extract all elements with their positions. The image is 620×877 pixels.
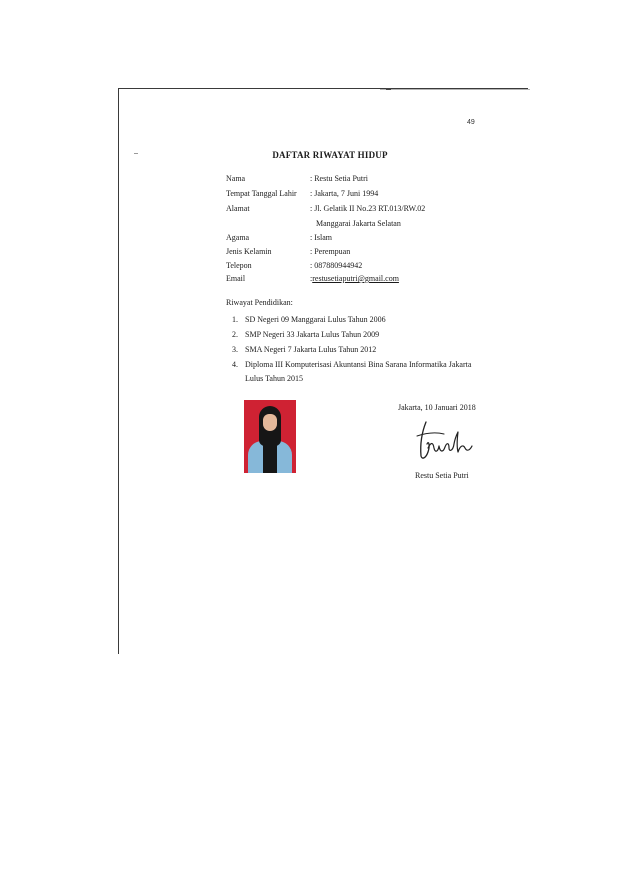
field-label: Telepon (226, 261, 252, 270)
profile-photo (244, 400, 296, 473)
email-link[interactable]: restusetiaputri@gmail.com (312, 274, 399, 283)
field-label: Agama (226, 233, 250, 242)
field-value: : Jakarta, 7 Juni 1994 (310, 189, 379, 198)
field-value: : (310, 274, 313, 283)
education-item (232, 345, 376, 355)
education-item-number: 2. (232, 330, 238, 339)
field-label: Nama (226, 174, 246, 183)
document-title: DAFTAR RIWAYAT HIDUP (272, 150, 388, 160)
education-item-text: SMP Negeri 33 Jakarta Lulus Tahun 2009 (245, 330, 380, 339)
signer-name: Restu Setia Putri (415, 471, 469, 480)
education-item-number: 3. (232, 345, 238, 354)
field-value: : Perempuan (310, 247, 351, 256)
scan-edge-left (118, 88, 119, 654)
page-number: 49 (467, 119, 475, 126)
field-value: : 087880944942 (310, 261, 363, 270)
field-religion (226, 233, 332, 243)
scan-edge-top-fade (380, 89, 530, 90)
education-item-text: Diploma III Komputerisasi Akuntansi Bina Sarana Informatika Jakarta (245, 360, 472, 369)
scan-speck (386, 88, 391, 90)
field-gender (226, 247, 350, 257)
education-item-number: 1. (232, 315, 238, 324)
field-birth (226, 189, 378, 199)
photo-face (263, 414, 277, 431)
field-label: Alamat (226, 204, 250, 213)
field-label: Tempat Tanggal Lahir (226, 189, 297, 198)
field-address-continued: Manggarai Jakarta Selatan (316, 219, 401, 228)
education-item (232, 330, 379, 340)
field-address (226, 204, 425, 214)
education-item-text: SMA Negeri 7 Jakarta Lulus Tahun 2012 (245, 345, 377, 354)
education-heading: Riwayat Pendidikan: (226, 298, 293, 307)
field-label: Email (226, 274, 246, 283)
education-item-number: 4. (232, 360, 238, 369)
field-value: : Islam (310, 233, 332, 242)
handwritten-signature (412, 418, 476, 462)
education-item-continued: Lulus Tahun 2015 (245, 374, 303, 383)
education-item (232, 360, 471, 370)
signature-place-date: Jakarta, 10 Januari 2018 (398, 403, 476, 412)
field-phone (226, 261, 362, 271)
field-value: : Restu Setia Putri (310, 174, 368, 183)
field-value: : Jl. Gelatik II No.23 RT.013/RW.02 (310, 204, 426, 213)
education-item-text: SD Negeri 09 Manggarai Lulus Tahun 2006 (245, 315, 386, 324)
education-item (232, 315, 386, 325)
field-email (226, 274, 399, 284)
field-name (226, 174, 368, 184)
field-label: Jenis Kelamin (226, 247, 272, 256)
